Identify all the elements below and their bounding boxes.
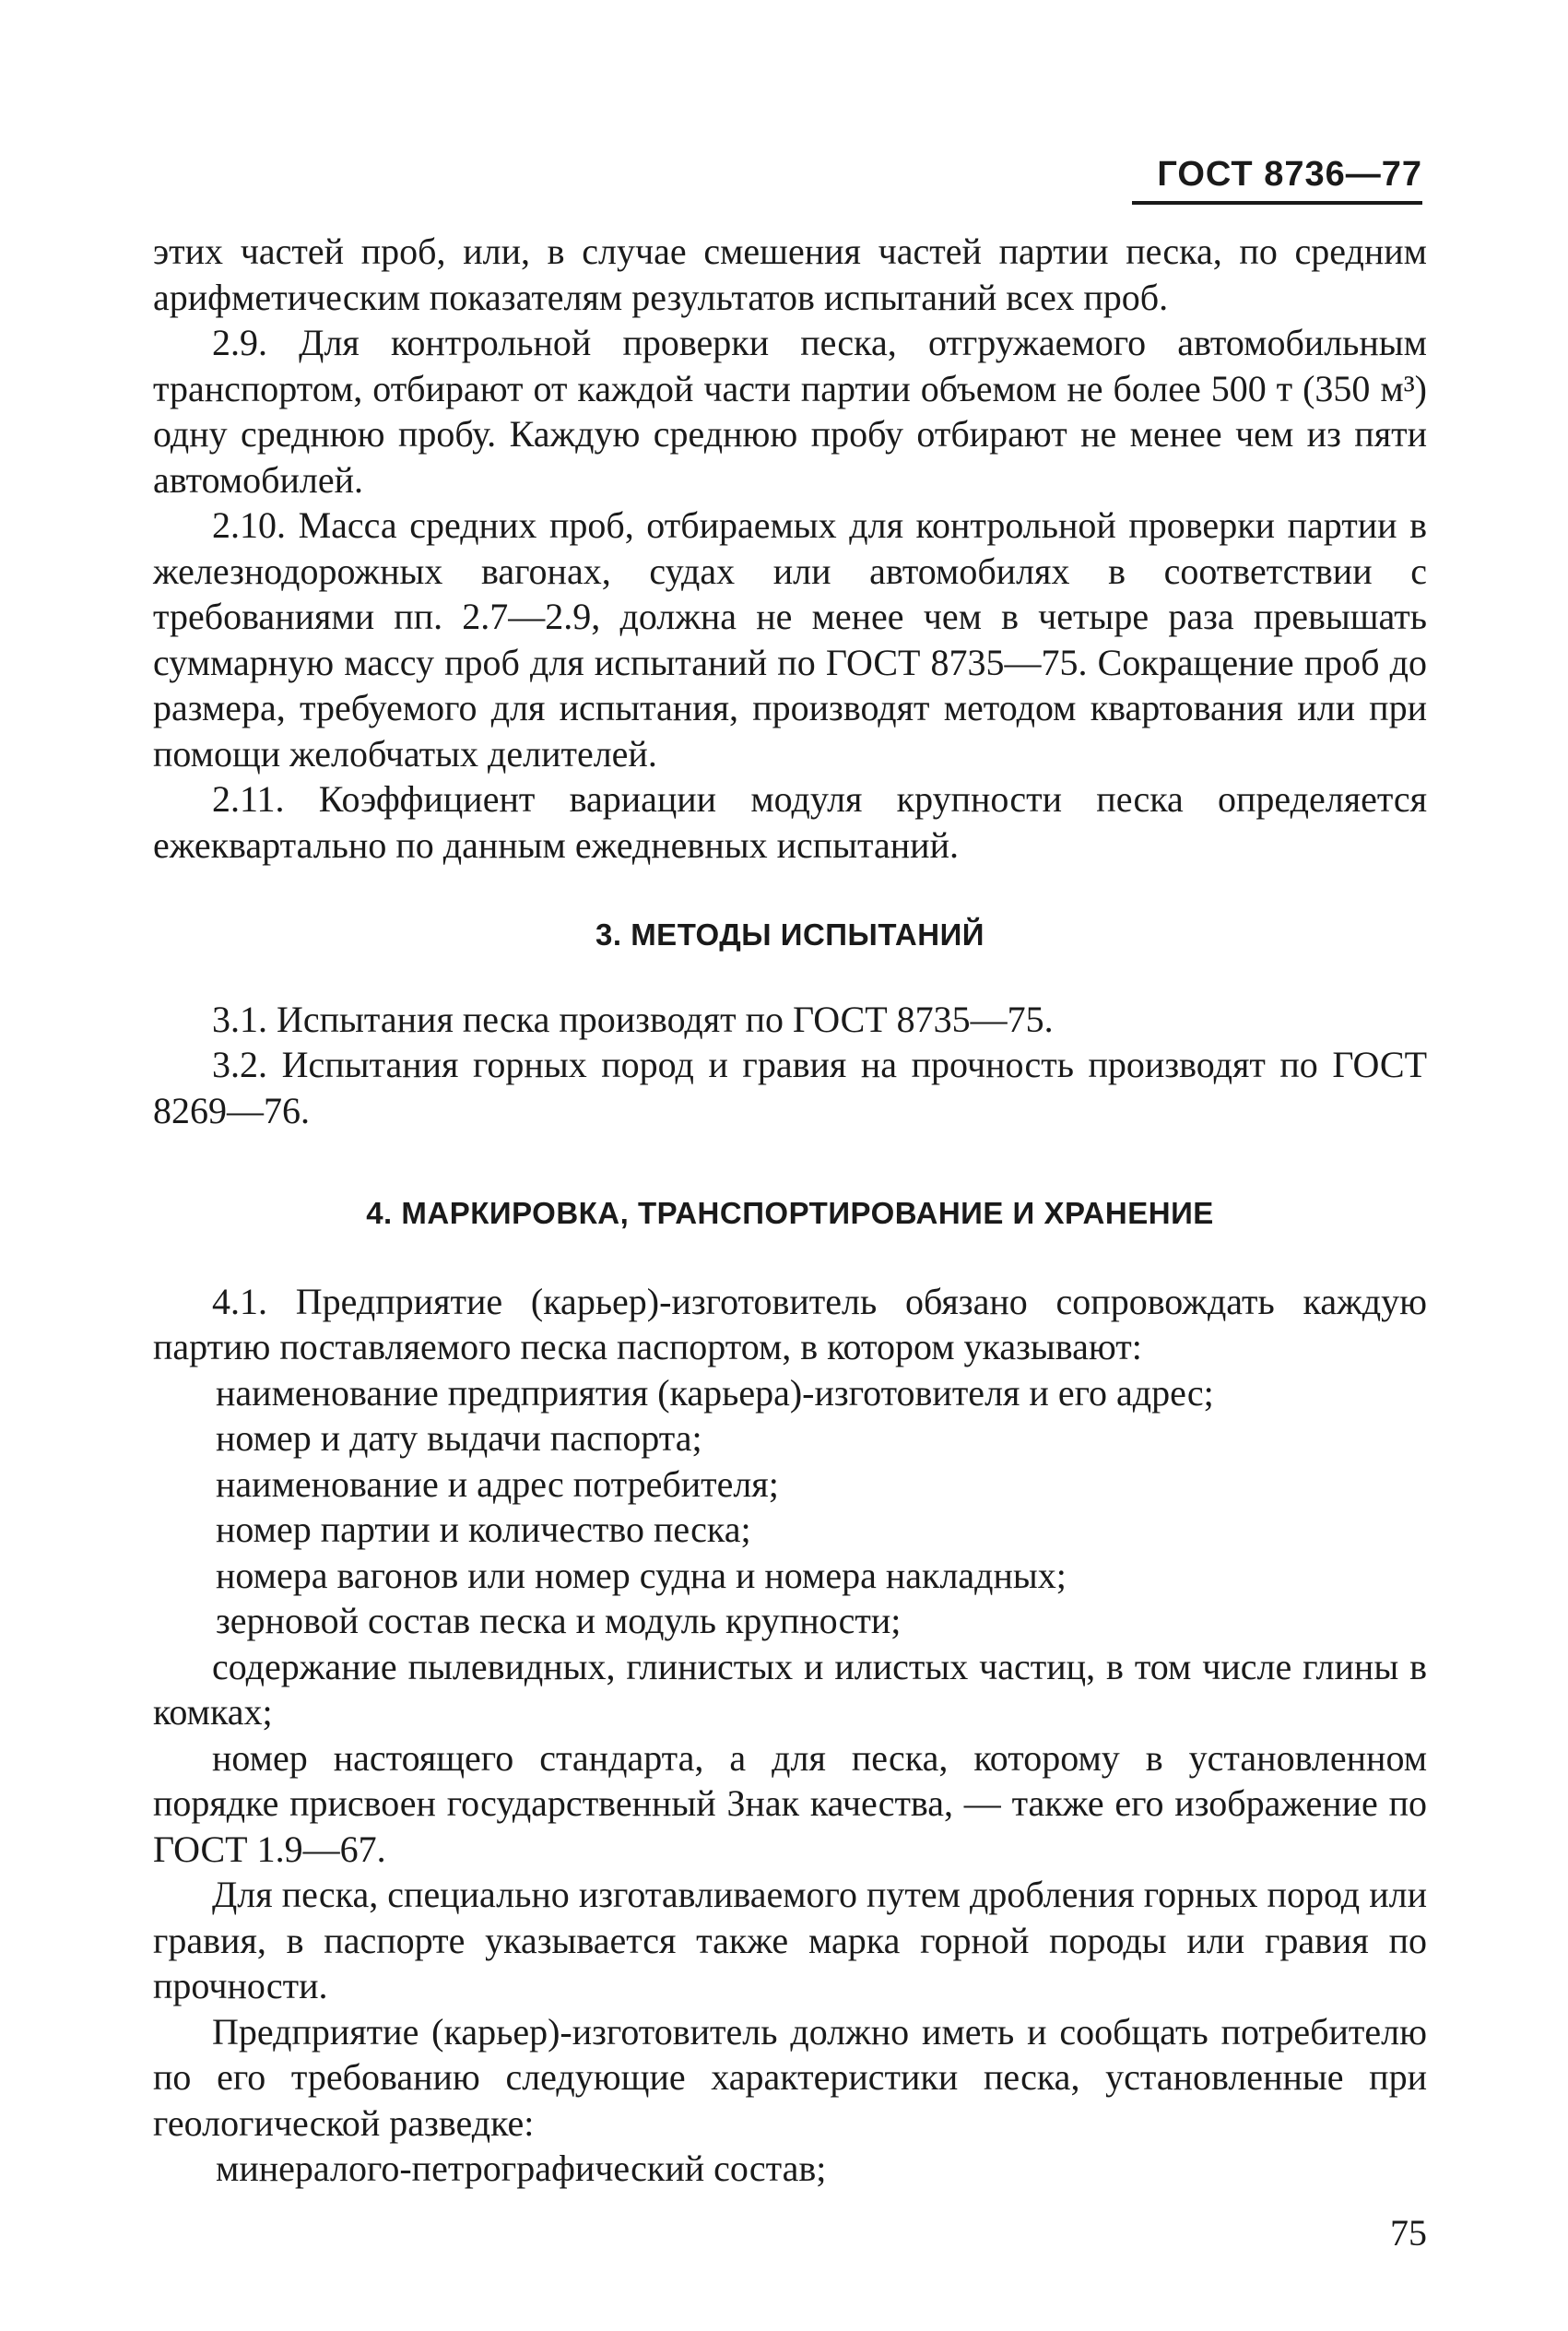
page-number: 75 [1390,2212,1427,2254]
paragraph-3-1: 3.1. Испытания песка производят по ГОСТ 8735—75. [212,998,1054,1040]
list-item: наименование и адрес потребителя; [216,1462,779,1505]
document-header: ГОСТ 8736—77 [1157,155,1422,194]
paragraph-4-1: 4.1. Предприятие (карьер)-изготовитель обязано сопровождать каждую партию поставляемого песка паспортом, в котором указывают: [153,1280,1427,1367]
list-item: номера вагонов или номер судна и номера накладных; [216,1554,1067,1596]
header-rule [1132,201,1422,205]
list-item: зерновой состав песка и модуль крупности; [216,1600,902,1641]
paragraph-2-10: 2.10. Масса средних проб, отбираемых для контрольной проверки партии в железнодорожных вагонах, судах или автомобилях в соответствии с требованиями пп. 2.7—2.9, должна не менее чем в четыре раза превышать суммарную массу проб для испытаний по ГОСТ 8735—75. Сокращение проб до размера, требуемого для испытания, производят методом квартования или при помощи желобчатых делителей. [153,504,1427,775]
list-item: минералого-петрографический состав; [216,2148,827,2189]
list-item: наименование предприятия (карьера)-изготовителя и его адрес; [216,1371,1214,1414]
section-4-heading: 4. МАРКИРОВКА, ТРАНСПОРТИРОВАНИЕ И ХРАНЕНИЕ [366,1196,1214,1230]
list-item: содержание пылевидных, глинистых и илистых частиц, в том числе глины в комках; [153,1645,1427,1733]
list-item: номер настоящего стандарта, а для песка, которому в установленном порядке присвоен государственный Знак качества, — также его изображение по ГОСТ 1.9—67. [153,1736,1427,1870]
paragraph-2-9: 2.9. Для контрольной проверки песка, отгружаемого автомобильным транспортом, отбирают от каждой части партии объемом не более 500 т (350 м³) одну среднюю пробу. Каждую среднюю пробу отбирают не менее чем из пяти автомобилей. [153,322,1427,501]
section-3-heading: 3. МЕТОДЫ ИСПЫТАНИЙ [595,917,984,952]
paragraph-2-11: 2.11. Коэффициент вариации модуля крупности песка определяется ежеквартально по данным ежедневных испытаний. [153,778,1427,866]
paragraph-continuation: этих частей проб, или, в случае смешения частей партии песка, по средним арифметическим показателям результатов испытаний всех проб. [153,231,1427,318]
list-item: номер и дату выдачи паспорта; [216,1417,702,1459]
paragraph-3-2: 3.2. Испытания горных пород и гравия на прочность производят по ГОСТ 8269—76. [153,1044,1427,1131]
page-body [153,229,1427,2192]
list-item: номер партии и количество песка; [216,1509,751,1550]
paragraph-crushed-sand: Для песка, специально изготавливаемого путем дробления горных пород или гравия, в паспорте указывается также марка горной породы или гравия по прочности. [153,1874,1427,2006]
paragraph-characteristics: Предприятие (карьер)-изготовитель должно иметь и сообщать потребителю по его требованию следующие характеристики песка, установленные при геологической разведке: [153,2010,1427,2144]
